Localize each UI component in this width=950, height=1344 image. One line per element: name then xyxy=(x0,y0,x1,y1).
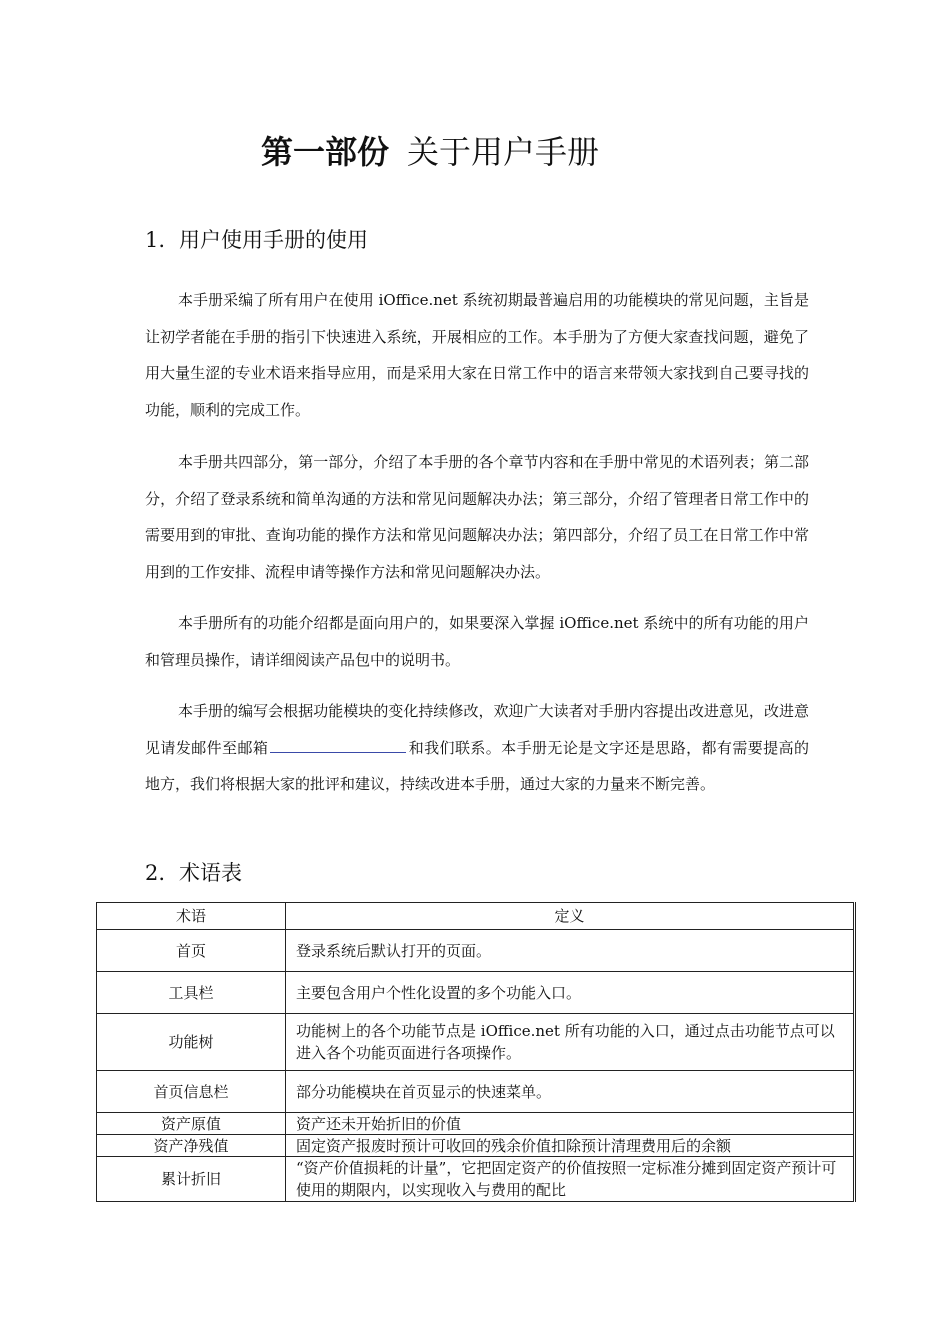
section-2-title: 术语表 xyxy=(179,861,243,885)
table-row xyxy=(97,930,855,972)
definition-cell: “资产价值损耗的计量”，它把固定资产的价值按照一定标准分摊到固定资产预计可使用的期限内，以实现收入与费用的配比 xyxy=(286,1157,855,1202)
table-header-row xyxy=(97,903,855,930)
definition-cell: 资产还未开始折旧的价值 xyxy=(286,1113,855,1135)
table-row xyxy=(97,972,855,1014)
part-name: 关于用户手册 xyxy=(407,133,600,171)
section-2-number: 2. xyxy=(145,861,166,885)
paragraph-4-end: 和我们联系。本手册无论是文字还是思路，都有需要提高的地方，我们将根据大家的批评和建议，持续改进本手册，通过大家的力量来不断完善。 xyxy=(145,738,809,793)
term-cell: 工具栏 xyxy=(97,972,286,1014)
paragraph-3: 本手册所有的功能介绍都是面向用户的，如果要深入掌握 iOffice.net 系统中的所有功能的用户和管理员操作，请详细阅读产品包中的说明书。 xyxy=(145,614,809,669)
header-term: 术语 xyxy=(97,903,286,930)
page-title xyxy=(0,132,860,172)
table-row xyxy=(97,1071,855,1113)
table-row xyxy=(97,1135,855,1157)
section-1-heading xyxy=(145,226,368,254)
table-row xyxy=(97,1157,855,1202)
header-definition: 定义 xyxy=(286,903,855,930)
definition-cell: 登录系统后默认打开的页面。 xyxy=(286,930,855,972)
term-cell: 首页 xyxy=(97,930,286,972)
term-cell: 资产原值 xyxy=(97,1113,286,1135)
term-cell: 累计折旧 xyxy=(97,1157,286,1202)
paragraph-2: 本手册共四部分，第一部分，介绍了本手册的各个章节内容和在手册中常见的术语列表；第二部分，介绍了登录系统和简单沟通的方法和常见问题解决办法；第三部分，介绍了管理者日常工作中的需要用到的审批、查询功能的操作方法和常见问题解决办法；第四部分，介绍了员工在日常工作中常用到的工作安排、流程申请等操作方法和常见问题解决办法。 xyxy=(145,453,809,581)
term-cell: 首页信息栏 xyxy=(97,1071,286,1113)
section-1-title: 用户使用手册的使用 xyxy=(179,228,369,252)
part-label: 第一部份 xyxy=(260,133,389,171)
term-cell: 功能树 xyxy=(97,1014,286,1071)
definition-cell: 功能树上的各个功能节点是 iOffice.net 所有功能的入口，通过点击功能节点可以进入各个功能页面进行各项操作。 xyxy=(286,1014,855,1071)
definition-cell: 主要包含用户个性化设置的多个功能入口。 xyxy=(286,972,855,1014)
definition-cell: 固定资产报废时预计可收回的残余价值扣除预计清理费用后的余额 xyxy=(286,1135,855,1157)
section-2-heading xyxy=(145,859,242,887)
glossary-table xyxy=(96,902,856,1202)
section-1-number: 1. xyxy=(145,228,166,252)
table-row xyxy=(97,1113,855,1135)
paragraph-4 xyxy=(145,693,809,803)
table-row xyxy=(97,1014,855,1071)
paragraph-1: 本手册采编了所有用户在使用 iOffice.net 系统初期最普遍启用的功能模块的常见问题，主旨是让初学者能在手册的指引下快速进入系统，开展相应的工作。本手册为了方便大家查找问题，避免了用大量生涩的专业术语来指导应用，而是采用大家在日常工作中的语言来带领大家找到自己要寻找的功能，顺利的完成工作。 xyxy=(145,291,809,419)
definition-cell: 部分功能模块在首页显示的快速菜单。 xyxy=(286,1071,855,1113)
term-cell: 资产净残值 xyxy=(97,1135,286,1157)
paragraph-4-start: 本手册的编写会根据功能模块的变化持续修改，欢迎广大读者对手册内容提出改进意见，改进意见请发邮件至邮箱 xyxy=(145,702,809,757)
email-link[interactable] xyxy=(270,738,406,753)
